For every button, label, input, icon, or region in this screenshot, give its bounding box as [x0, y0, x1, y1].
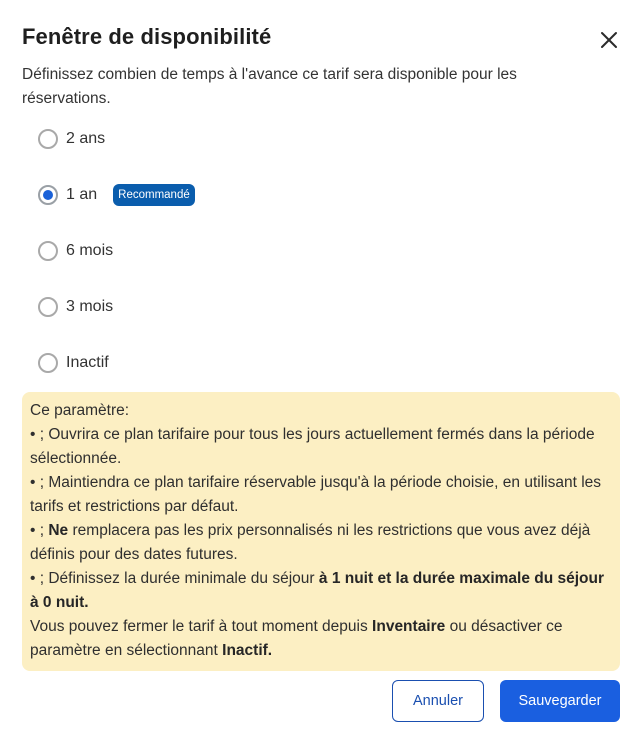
option-label: 3 mois	[66, 298, 114, 315]
info-callout	[22, 392, 620, 671]
option-6-months[interactable]	[38, 238, 438, 294]
info-line-2	[30, 471, 612, 519]
info-bold-text: Ne	[48, 522, 69, 539]
info-bold-text: Inactif.	[222, 642, 273, 659]
cancel-button[interactable]: Annuler	[392, 680, 484, 722]
info-text: Vous pouvez fermer le tarif à tout moment depuis	[30, 618, 368, 635]
bullet: • ;	[30, 570, 45, 587]
recommended-badge: Recommandé	[113, 184, 195, 206]
option-2-years[interactable]	[38, 126, 438, 182]
radio-button-selected[interactable]	[38, 185, 58, 205]
info-heading: Ce paramètre:	[30, 402, 130, 419]
bullet: • ;	[30, 522, 45, 539]
option-label: Inactif	[66, 354, 109, 371]
option-label: 2 ans	[66, 130, 106, 147]
dialog-actions	[0, 680, 641, 722]
availability-options	[38, 126, 438, 406]
radio-button[interactable]	[38, 241, 58, 261]
info-line-1	[30, 423, 612, 471]
info-line-4	[30, 567, 612, 615]
info-text: Maintiendra ce plan tarifaire réservable jusqu'à la période choisie, en utilisant les tarifs et restrictions par défaut.	[30, 474, 602, 515]
info-line-3	[30, 519, 612, 567]
radio-button[interactable]	[38, 297, 58, 317]
bullet: • ;	[30, 474, 45, 491]
option-1-year[interactable]	[38, 182, 438, 238]
info-line-5	[30, 615, 612, 663]
save-button[interactable]: Sauvegarder	[500, 680, 620, 722]
dialog-description: Définissez combien de temps à l'avance ce tarif sera disponible pour les réservations.	[22, 66, 517, 107]
info-text: Ouvrira ce plan tarifaire pour tous les jours actuellement fermés dans la période sélectionnée.	[30, 426, 595, 467]
close-button[interactable]	[596, 27, 622, 53]
bullet: • ;	[30, 426, 45, 443]
option-label: 6 mois	[66, 242, 114, 259]
close-icon[interactable]	[596, 27, 622, 53]
info-text: remplacera pas les prix personnalisés ni les restrictions que vous avez déjà définis pour des dates futures.	[30, 522, 591, 563]
dialog-title: Fenêtre de disponibilité	[22, 24, 272, 49]
info-bold-text: à 1 nuit et la durée maximale du séjour à 0 nuit.	[30, 570, 605, 611]
info-bold-text: Inventaire	[372, 618, 446, 635]
radio-button[interactable]	[38, 353, 58, 373]
radio-button[interactable]	[38, 129, 58, 149]
option-3-months[interactable]	[38, 294, 438, 350]
option-label: 1 an	[66, 186, 98, 203]
info-text: Définissez la durée minimale du séjour	[48, 570, 315, 587]
info-text: ou désactiver ce paramètre en sélectionnant	[30, 618, 563, 659]
